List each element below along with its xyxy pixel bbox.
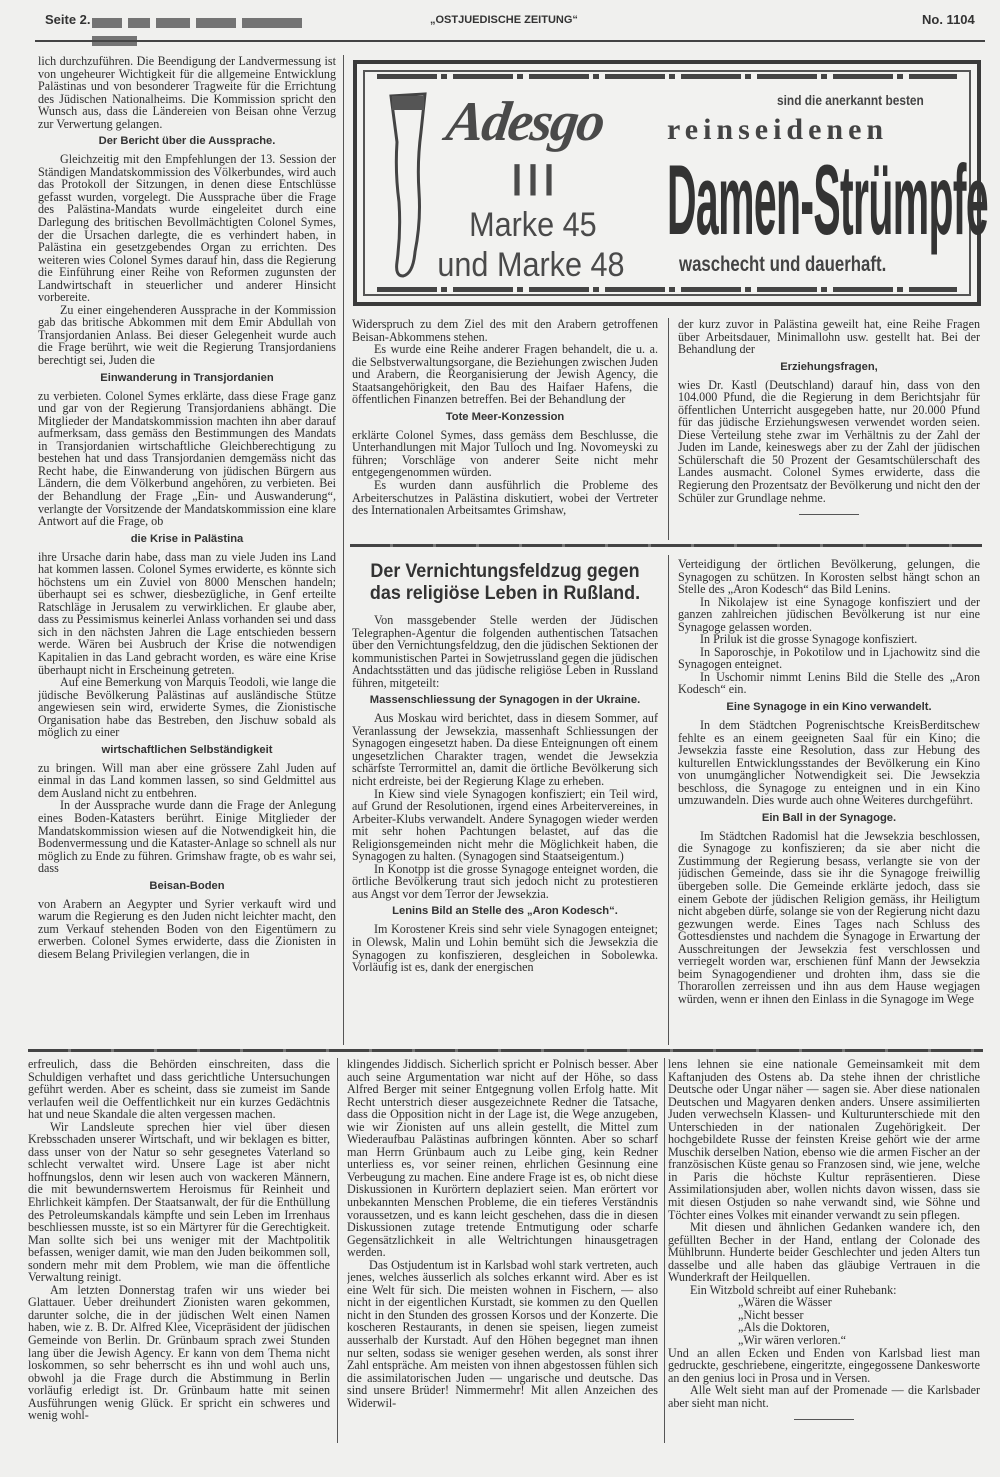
section-heading: wirtschaftlichen Selbständigkeit xyxy=(101,743,273,756)
paragraph: Ein Witzbold schreibt auf einer Ruhebank: xyxy=(690,1282,897,1297)
section-heading: Lenins Bild an Stelle des „Aron Kodesch“. xyxy=(392,905,618,918)
paragraph: In Konotpp ist die grosse Synagoge enteignet worden, die örtliche Bevölkerung traut sich jedoch nicht zu protestieren aus Angst vor dem Terror der Jewsekzia. xyxy=(352,861,658,901)
paragraph: Von massgebender Stelle werden der Jüdischen Telegraphen-Agentur die folgenden authentischen Tatsachen über den Vernichtungsfeldzug, den die jüdischen Sektionen der kommunistischen Partei in Sowjetrussland gegen die jüdischen Andachtsstätten und das jüdische religiöse Leben in Russland führen, mitgeteilt: xyxy=(352,613,658,690)
column-divider xyxy=(664,1058,665,1443)
ad-quality: waschecht und dauerhaft. xyxy=(679,253,887,276)
paragraph: zu verbieten. Colonel Symes erklärte, dass diese Frage ganz und gar von der Regierung Transjordaniens abhängt. Die Mitglieder der Mandatskommission machten ihn aber darauf aufmerksam, dass gemäss den Bestimmungen des Mandats in Transjordanien wirtschaftliche Gleichberechtigung zu bestehen hat und dass Transjordanien demgemäss nicht das Recht habe, die Einwanderung von jüdischen Bürgern aus Ländern, die dem Völkerbund angehören, zu verbieten. Bei der Behandlung der Frage „Ein- und Auswanderung“, verlangte der Vorsitzende der Mandatskommission eine klare Antwort auf die Frage, ob xyxy=(38,388,336,529)
paragraph: erklärte Colonel Symes, dass gemäss dem Beschlusse, die Unterhandlungen mit Major Tulloch und Ing. Novomeyski zu führen; Vorschläge von anderer Seite nicht mehr entgegengenommen würden. xyxy=(352,427,658,480)
paragraph: In Priluk ist die grosse Synagoge konfisziert. xyxy=(700,632,918,647)
column-divider xyxy=(343,55,344,1045)
article-column-right-top xyxy=(678,318,980,540)
paragraph: klingendes Jiddisch. Sicherlich spricht er Polnisch besser. Aber auch seine Argumentation war nicht auf der Höhe, so dass Alfred Berger mit seiner Entgegnung vollen Erfolg hatte. Mit Recht unterstrich dieser ausgezeichnete Redner die Tatsache, dass die Opposition nicht in der Lage ist, die Wege anzugeben, wie wir Zionisten auf uns allein gestellt, die Mittel zum Wiederaufbau Palästinas aufbringen könnten. Aber so scharf man Herrn Grünbaum auch zu Leibe ging, kein Redner unterliess es, vor seiner reinen, ehrlichen Gesinnung eine Verbeugung zu machen. Eine andere Frage ist es, ob nicht diese Diskussionen in Kurörtern deplaziert seien. Man erörtert vor unbekannten Menschen Probleme, die ein tieferes Verständnis voraussetzen, und es kann leicht geschehen, dass die in diesen Diskussionen zutage tretende Entmutigung oder scharfe Gegensätzlichkeit in alle Weltrichtungen hinausgetragen werden. xyxy=(347,1058,658,1260)
paragraph: Wir Landsleute sprechen hier viel über diesen Krebsschaden unserer Wirtschaft, und wir beklagen es bitter, dass unser von der Natur so sehr gesegnetes Vaterland so schlecht verwaltet wird. Unsere Lage ist aber nicht hoffnungslos, denn wir lesen auch von wackeren Männern, die mit bewundernswertem Heroismus für Reinheit und Ehrlichkeit kämpfen. Der Staatsanwalt, der für die Enthüllung des Petroleumskandals kämpfte und sein Leben im Irrenhaus beschliessen musste, ist so ein Märtyrer für die Gerechtigkeit. Man sollte sich bei uns weniger mit der Machtpolitik befassen, weniger damit, wie man den Juden beikommen soll, sondern mehr mit dem Problem, wie man die öffentliche Verwaltung reinigt. xyxy=(28,1119,330,1285)
paragraph: lich durchzuführen. Die Beendigung der Landvermessung ist von ungeheurer Wichtigkeit für die allgemeine Entwicklung Palästinas und von besonderer Tragweite für die Errichtung des Jüdischen Nationalheims. Die Kommission spricht den Wunsch aus, dass die Ländereien von Beisan ohne Verzug zur Verwertung gelangen. xyxy=(38,55,336,131)
brand-logo: Adesgo xyxy=(442,91,608,153)
stocking-icon xyxy=(387,92,429,282)
verse-line: „Wir wären verloren.“ xyxy=(738,1333,846,1348)
advertisement xyxy=(353,60,989,306)
ad-brand-line-1: Marke 45 xyxy=(469,206,597,244)
ad-silk: reinseidenen xyxy=(667,113,889,146)
ad-brand-line-2: und Marke 48 xyxy=(437,246,625,284)
issue-number: No. 1104 xyxy=(922,12,975,27)
section-heading: Erziehungsfragen, xyxy=(780,360,878,373)
page-number: Seite 2. xyxy=(45,12,91,27)
column-divider xyxy=(668,555,669,1045)
paragraph: Und an allen Ecken und Enden von Karlsbad liest man gedruckte, geschriebene, eingeritzte, eingegossene Dankesworte an den genius loci in Prosa und in Versen. xyxy=(668,1345,980,1385)
section-heading: Einwanderung in Transjordanien xyxy=(100,371,274,384)
paragraph: Das Ostjudentum ist in Karlsbad wohl stark vertreten, auch jenes, welches äusserlich als solches erkannt wird. Aber es ist eine Welt für sich. Die meisten wohnen in Fischern, — also nicht in der eigentlichen Kurstadt, sie kommen zu den Quellen nicht in den Stunden des grossen Korsos und der Konzerte. Die koscheren Restaurants, in denen sie speisen, liegen zumeist ausserhalb der Kurstadt. Auf den Höhen begegnet man ihnen nur selten, sodass sie weniger gesehen werden, als sonst ihrer Zahl entspräche. Am meisten von ihnen abgestossen fühlen sich die assimilatorischen Juden — ungarische und deutsche. Das sind unsere Brüder! Nimmermehr! Mit allen Anzeichen des Widerwil- xyxy=(347,1257,658,1410)
paragraph: Im Städtchen Radomisl hat die Jewsekzia beschlossen, die Synagoge zu konfiszieren; da sie aber nicht die Zustimmung der Regierung besass, verlangte sie von der jüdischen Gemeinde, dass sie ihr die Synagoge freiwillig übergeben solle. Die Gemeinde erklärte jedoch, dass sie einem Gebote der jüdischen Religion gemäss, ihr Heiligtum nicht abgeben dürfe, solange sie von der Regierung nicht dazu gezwungen werde. Eines Tages nach Schluss des Gottesdienstes und nachdem die Synagoge in Erwartung der Ausschreitungen der Jewsekzia fest verschlossen und verriegelt worden war, erschienen fünf Mann der Jewsekzia beim Synagogendiener und drohten ihm, dass sie die Thorarollen zerreissen und ihn aus dem Hause wegjagen würden, wenn er ihnen den Einlass in die Synagoge im Wege xyxy=(678,828,980,1006)
section-heading: Eine Synagoge in ein Kino verwandelt. xyxy=(726,701,932,714)
section-heading: Ein Ball in der Synagoge. xyxy=(761,811,897,824)
section-heading: Massenschliessung der Synagogen in der Ukraine. xyxy=(369,694,641,707)
feuilleton-column-3 xyxy=(668,1058,980,1458)
paragraph: Zu einer eingehenderen Aussprache in der Kommission gab das britische Abkommen mit dem Emir Abdullah von Transjordanien Anlass. Bei dieser Gelegenheit wurde auch die Frage berührt, wie weit die Regierung Transjordaniens berechtigt sei, Juden die xyxy=(38,302,336,368)
end-rule xyxy=(799,514,859,515)
verse-line: „Nicht besser xyxy=(738,1307,804,1322)
section-heading: Beisan-Boden xyxy=(149,879,225,892)
ad-ornament-bottom xyxy=(377,287,957,292)
paragraph: Aus Moskau wird berichtet, dass in diesem Sommer, auf Veranlassung der Jewsekzia, massenhaft Schliessungen der Synagogen eingesetzt haben. Da diese Enteignungen oft einem ungesetzlichen Charakter tragen, wendet die Jewsekzia schärfste Terrormittel an, damit die örtliche Bevölkerung sich nicht erdreiste, bei der Regierung Klage zu erheben. xyxy=(352,711,658,789)
paragraph: Am letzten Donnerstag trafen wir uns wieder bei Glattauer. Ueber dreihundert Zionisten waren gekommen, darunter solche, die in der jüdischen Welt einen Namen haben, wie z. B. Dr. Alfred Klee, Vicepräsident der jüdischen Gemeinde von Berlin. Dr. Grünbaum sprach zwei Stunden lang über die Jewish Agency. Er kann von dem Thema nicht loskommen, so sehr beherrscht es ihn und wohl auch uns, obwohl ja die Frage durch die Abstimmung in Berlin vorläufig erledigt ist. Dr. Grünbaum hatte mit seinen Ausführungen wenig Glück. Er spricht ein schweres und wenig wohl- xyxy=(28,1282,330,1423)
paragraph: lens lehnen sie eine nationale Gemeinsamkeit mit dem Kaftanjuden des Ostens ab. Da stehe ihnen der christliche Deutsche oder Ungar näher — sagen sie. Aber diese nationalen Deutschen und Magyaren denken anders. Unsere assimilierten Juden verwechseln Klassen- und Kulturunterschiede mit den Unterschieden in der nationalen Zugehörigkeit. Der hochgebildete Russe der feinsten Kreise gehört wie der arme Muschik derselben Nation, ebenso wie die armen Fischer an der französischen Küste genau so Franzosen sind, wie jene, welche in Paris die höchste Kultur repräsentieren. Diese Assimilationsjuden aber, wollen nichts davon wissen, dass sie mit diesen Ostjuden so nahe verwandt sind, wie Söhne und Töchter eines Volkes mit einander verwandt zu sein pflegen. xyxy=(668,1058,980,1222)
section-heading: die Krise in Palästina xyxy=(130,532,244,545)
article-russia xyxy=(352,560,658,1046)
ad-product: Damen-Strümpfe xyxy=(667,144,989,255)
article-headline: Der Vernichtungsfeldzug gegen das religiöse Leben in Rußland. xyxy=(369,560,641,604)
ad-tagline: sind die anerkannt besten xyxy=(777,92,924,108)
paragraph: Widerspruch zu dem Ziel des mit den Arabern getroffenen Beisan-Abkommens stehen. xyxy=(352,318,658,344)
paragraph: Verteidigung der örtlichen Bevölkerung, gelungen, die Synagogen zu schützen. In Korosten selbst hängt schon an Stelle des „Aron Kodesch“ das Bild Lenins. xyxy=(678,558,980,597)
header-rule xyxy=(35,40,985,42)
column-divider xyxy=(337,1058,338,1443)
feuilleton-column-2 xyxy=(347,1058,658,1448)
paragraph: wies Dr. Kastl (Deutschland) darauf hin, dass von den 104.000 Pfund, die die Regierung in dem Berichtsjahr für öffentlichen Unterricht ausgegeben hatte, nur 20.000 Pfund für das jüdische Erziehungswesen verwendet worden seien. Diese Verteilung stehe zwar im Verhältnis zu der Zahl der Juden im Lande, keineswegs aber zu der Zahl der jüdischen Schülerschaft die 50 Prozent der Gesamtschülerschaft des Landes ausmacht. Colonel Symes erwiderte, dass die Regierung den Prozentsatz der Bevölkerung und nicht den der Schüler zur Grundlage nehme. xyxy=(678,377,980,505)
paragraph: Gleichzeitig mit den Empfehlungen der 13. Session der Ständigen Mandatskommission des Völkerbundes, wird auch das Protokoll der Sitzungen, in denen diese Entschlüsse gefasst wurden, vorgelegt. Die Aussprache über die Frage des Palästina-Mandats wurde eingeleitet durch eine Darlegung des britischen Bevollmächtigten Colonel Symes, der die Ursachen darlegte, die es verhindert haben, in Palästina ein gesetzgebendes Organ zu errichten. Des weiteren wies Colonel Symes darauf hin, dass die Regierung die Einführung einer Reihe von Reformen zugunsten der Landwirtschaft in steuerlicher und anderer Hinsicht vorbereite. xyxy=(38,152,336,305)
paragraph: Im Korostener Kreis sind sehr viele Synagogen enteignet; in Olewsk, Malin und Lohin bemüht sich die Jewsekzia die Synagogen zu konfiszieren, desgleichen in Sobolewka. Vorläufig ist es, dank der energischen xyxy=(352,922,658,975)
paragraph: zu bringen. Will man aber eine grössere Zahl Juden auf einmal in das Land kommen lassen, so sind Geldmittel aus dem Ausland nicht zu entbehren. xyxy=(38,760,336,800)
paragraph: In dem Städtchen Pogrenischtsche KreisBerditschew fehlte es an einem geeigneten Saal für ein Kino; die Jewsekzia fasste eine Resolution, dass zur Hebung des kulturellen Entwicklungsstandes der Bevölkerung ein Kino von unumgänglicher Notwendigkeit sei. Die Jewsekzia beschloss, die Synagoge zu enteignen und in ein Kino umzuwandeln. Dies wurde auch ohne Weiteres durchgeführt. xyxy=(678,718,980,808)
paragraph: erfreulich, dass die Behörden einschreiten, dass die Schuldigen verhaftet und dass gerichtliche Untersuchungen geführt werden. Aber es scheint, dass sie zumeist im Sande verlaufen weil die Oeffentlichkeit nur ein kurzes Gedächtnis hat und neue Skandale die alten vergessen machen. xyxy=(28,1058,330,1122)
paragraph: von Arabern an Aegypter und Syrier verkauft wird und warum die Regierung es den Juden nicht leichter macht, den zum Verkauf stehenden Boden von den Eigentümern zu erwerben. Colonel Symes erwiderte, dass die Zionisten in diesem Belang Privilegien verlangen, die in xyxy=(38,896,336,961)
article-column-middle-top xyxy=(352,318,658,540)
section-heading: Tote Meer-Konzession xyxy=(445,410,565,423)
paragraph: In Kiew sind viele Synagogen konfisziert; ein Teil wird, auf Grund der Resolutionen, irgend eines Arbeitervereines, in Arbeiter-Klubs verwandelt. Andere Synagogen wieder werden mit sehr hohen Pachtungen belastet, auf das die Religionsgemeinden nicht mehr die Möglichkeit haben, die Synagogen zu halten. (Synagogen sind Staatseigentum.) xyxy=(352,786,658,864)
paragraph: ihre Ursache darin habe, dass man zu viele Juden ins Land hat kommen lassen. Colonel Symes erwiderte, es könnte sich höchstens um ein Zuviel von 8000 Menschen handeln; überhaupt sei es schwer, diesbezügliche, in Genf erteilte Ratschläge in Jerusalem zu verwirklichen. Er glaube aber, dass zu Pessimismus keinerlei Anlass vorhanden sei und dass sich in den nächsten Jahren die Lage entschieden bessern werde. Wären bei Ausbruch der Krise die notwendigen Kapitalien in das Land gebracht worden, es wäre eine Krise überhaupt nicht in Erscheinung getreten. xyxy=(38,549,336,677)
ad-numeral: III xyxy=(512,154,561,206)
section-rule xyxy=(350,544,982,547)
verse-line: „Wären die Wässer xyxy=(738,1295,832,1310)
paragraph: Auf eine Bemerkung von Marquis Teodoli, wie lange die jüdische Bevölkerung Palästinas auf ausländische Stütze angewiesen sein wird, erwiderte Symes, die Zionistische Organisation habe das Bestreben, den Jischuw sobald als möglich zu einer xyxy=(38,675,336,740)
verse-line: „Als die Doktoren, xyxy=(738,1320,830,1335)
column-divider xyxy=(668,318,669,540)
masthead-ornament xyxy=(92,14,347,26)
paragraph: der kurz zuvor in Palästina geweilt hat, eine Reihe Fragen über Arbeitsdauer, Minimallohn usw. gestellt hat. Bei der Behandlung der xyxy=(678,318,980,357)
ad-ornament-top xyxy=(377,74,957,79)
article-column-left xyxy=(38,55,336,1045)
paragraph: In Uschomir nimmt Lenins Bild die Stelle des „Aron Kodesch“ ein. xyxy=(678,669,980,697)
article-russia-continued xyxy=(678,558,980,1046)
newspaper-title: „OSTJUEDISCHE ZEITUNG“ xyxy=(430,14,578,26)
paragraph: Es wurden dann ausführlich die Probleme des Arbeiterschutzes in Palästina diskutiert, wobei der Vertreter des Internationalen Arbeitsamtes Grimshaw, xyxy=(352,478,658,518)
paragraph: Es wurde eine Reihe anderer Fragen behandelt, die u. a. die Selbstverwaltungsorgane, die Beziehungen zwischen Juden und Arabern, die Reorganisierung der Jewish Agency, die Staatsangehörigkeit, den Bau des Haifaer Hafens, die öffentlichen Finanzen betreffen. Bei der Behandlung der xyxy=(352,342,658,407)
paragraph: Alle Welt sieht man auf der Promenade — die Karlsbader aber sieht man nicht. xyxy=(668,1383,980,1410)
paragraph: In Saporoschje, in Pokotilow und in Ljachowitz sind die Synagogen enteignet. xyxy=(678,644,980,672)
paragraph: Mit diesen und ähnlichen Gedanken wandere ich, den gefüllten Becher in der Hand, entlang der Colonade des Mühlbrunn. Hunderte beider Geschlechter und jeden Alters tun dasselbe und alle haben das gläubige Vertrauen in die Wunderkraft der Heilquellen. xyxy=(668,1220,980,1285)
end-rule xyxy=(794,1419,854,1420)
paragraph: In Nikolajew ist eine Synagoge konfisziert und der ganzen zahlreichen jüdischen Bevölkerung ist nur eine Synagoge gelassen worden. xyxy=(678,594,980,634)
paragraph: In der Aussprache wurde dann die Frage der Anlegung eines Boden-Katasters berührt. Einige Mitglieder der Mandatskommission wiesen auf die Notwendigkeit hin, die Bodenvermessung und die Kataster-Anlage so schnell als nur möglich zu Ende zu führen. Grimshaw fragte, ob es wahr sei, dass xyxy=(38,798,336,876)
section-rule xyxy=(28,1049,983,1052)
section-heading: Der Bericht über die Aussprache. xyxy=(98,135,276,148)
feuilleton-column-1 xyxy=(28,1058,330,1448)
